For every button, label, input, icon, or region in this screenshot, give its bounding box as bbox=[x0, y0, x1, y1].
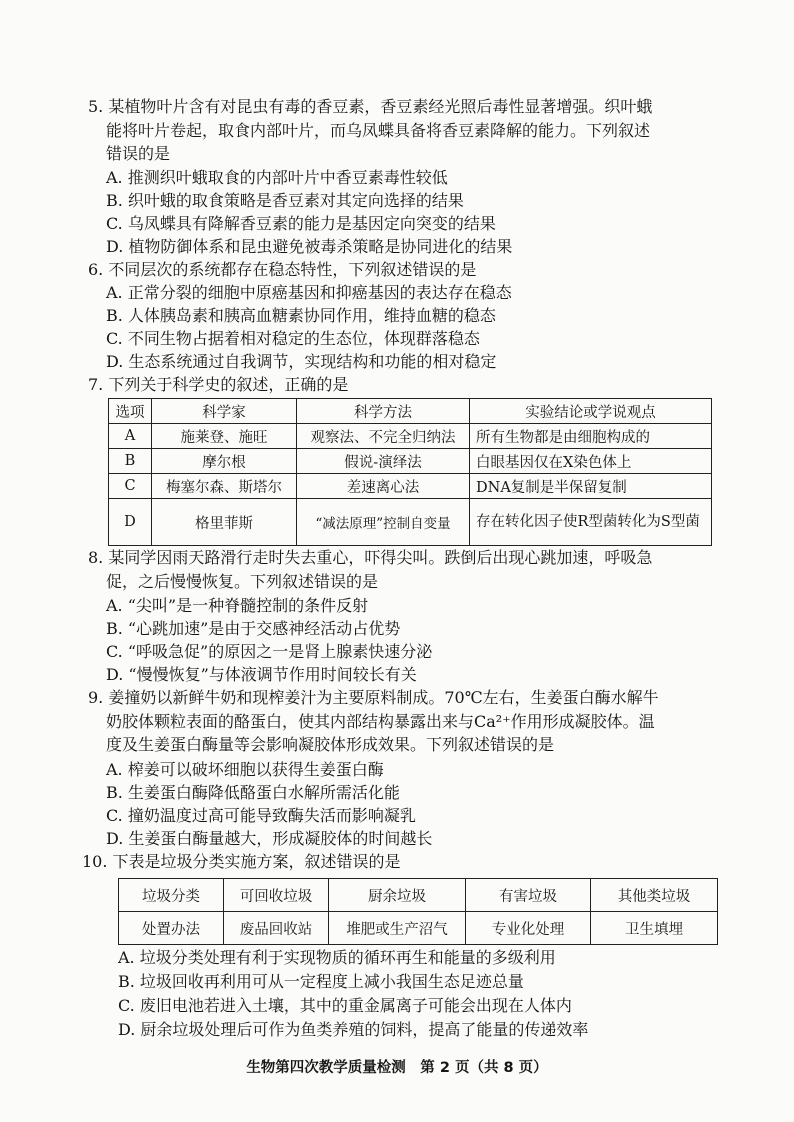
table-cell: 差速离心法 bbox=[297, 474, 470, 499]
q7-header-method: 科学方法 bbox=[297, 399, 470, 424]
q6-stem: 不同层次的系统都存在稳态特性，下列叙述错误的是 bbox=[108, 260, 477, 279]
q7-header-option: 选项 bbox=[109, 399, 152, 424]
question-5 bbox=[88, 95, 728, 166]
table-cell: 卫生填埋 bbox=[591, 912, 718, 945]
q5-option-d: D. 植物防御体系和昆虫避免被毒杀策略是协同进化的结果 bbox=[106, 237, 513, 256]
q10-table bbox=[118, 878, 718, 945]
q5-option-a: A. 推测织叶蛾取食的内部叶片中香豆素毒性较低 bbox=[106, 168, 448, 187]
table-cell: “减法原理”控制自变量 bbox=[297, 499, 470, 546]
q5-line-3: 错误的是 bbox=[106, 144, 171, 163]
page-footer: 生物第四次教学质量检测 第 2 页（共 8 页） bbox=[246, 1060, 548, 1076]
q7-header-conclusion: 实验结论或学说观点 bbox=[470, 399, 712, 424]
question-8: 8. 某同学因雨天路滑行走时失去重心，吓得尖叫。跌倒后出现心跳加速，呼吸急 促，之后慢慢恢复。下列叙述错误的是 bbox=[88, 546, 728, 593]
table-cell: 白眼基因仅在X染色体上 bbox=[470, 449, 712, 474]
table-cell: 假说-演绎法 bbox=[297, 449, 470, 474]
table-cell: 所有生物都是由细胞构成的 bbox=[470, 424, 712, 449]
q8-option-d: D. “慢慢恢复”与体液调节作用时间较长有关 bbox=[106, 665, 417, 684]
q10-stem: 下表是垃圾分类实施方案，叙述错误的是 bbox=[112, 852, 401, 871]
q6-option-c: C. 不同生物占据着相对稳定的生态位，体现群落稳态 bbox=[106, 329, 480, 348]
q8-option-a: A. “尖叫”是一种脊髓控制的条件反射 bbox=[106, 596, 369, 615]
q9-line-3: 度及生姜蛋白酶量等会影响凝胶体形成效果。下列叙述错误的是 bbox=[106, 735, 555, 754]
q6-option-d: D. 生态系统通过自我调节，实现结构和功能的相对稳定 bbox=[106, 352, 497, 371]
q7-header-scientist: 科学家 bbox=[152, 399, 297, 424]
q10-option-c: C. 废旧电池若进入土壤，其中的重金属离子可能会出现在人体内 bbox=[118, 996, 572, 1015]
table-cell: 有害垃圾 bbox=[466, 879, 591, 912]
table-cell: 施莱登、施旺 bbox=[152, 424, 297, 449]
question-9: 9. 姜撞奶以新鲜牛奶和现榨姜汁为主要原料制成。70℃左右，生姜蛋白酶水解牛 奶胶体颗粒表面的酪蛋白，使其内部结构暴露出来与Ca²⁺作用形成凝胶体。温 度及生姜蛋白酶量等会影响凝胶体形成效果。下列叙述错误的是 bbox=[88, 686, 728, 757]
table-row bbox=[109, 424, 712, 449]
table-cell: A bbox=[109, 424, 152, 449]
table-cell: 可回收垃圾 bbox=[224, 879, 329, 912]
q8-option-c: C. “呼吸急促”的原因之一是肾上腺素快速分泌 bbox=[106, 642, 433, 661]
table-row bbox=[109, 499, 712, 546]
q10-option-a: A. 垃圾分类处理有利于实现物质的循环再生和能量的多级利用 bbox=[118, 948, 556, 967]
q7-number: 7. bbox=[88, 375, 104, 394]
q5-option-b: B. 织叶蛾的取食策略是香豆素对其定向选择的结果 bbox=[106, 191, 464, 210]
table-cell: 处置办法 bbox=[119, 912, 224, 945]
q8-option-b: B. “心跳加速”是由于交感神经活动占优势 bbox=[106, 619, 401, 638]
q9-option-d: D. 生姜蛋白酶量越大，形成凝胶体的时间越长 bbox=[106, 829, 433, 848]
q5-line-1: 5. 某植物叶片含有对昆虫有毒的香豆素，香豆素经光照后毒性显著增强。织叶蛾 bbox=[88, 97, 653, 116]
q8-line-2: 促，之后慢慢恢复。下列叙述错误的是 bbox=[106, 571, 379, 591]
table-row bbox=[119, 912, 718, 945]
table-cell: 厨余垃圾 bbox=[329, 879, 466, 912]
q7-table bbox=[108, 398, 712, 546]
table-cell: C bbox=[109, 474, 152, 499]
q9-option-c: C. 撞奶温度过高可能导致酶失活而影响凝乳 bbox=[106, 806, 416, 825]
q9-number: 9. bbox=[88, 688, 104, 707]
table-cell: 堆肥或生产沼气 bbox=[329, 912, 466, 945]
question-7 bbox=[88, 373, 728, 397]
q5-option-c: C. 乌凤蝶具有降解香豆素的能力是基因定向突变的结果 bbox=[106, 214, 496, 233]
table-cell: 存在转化因子使R型菌转化为S型菌 bbox=[470, 499, 712, 546]
table-cell: 格里菲斯 bbox=[152, 499, 297, 546]
q9-line-2: 奶胶体颗粒表面的酪蛋白，使其内部结构暴露出来与Ca²⁺作用形成凝胶体。温 bbox=[106, 711, 655, 731]
table-cell: B bbox=[109, 449, 152, 474]
q10-option-d: D. 厨余垃圾处理后可作为鱼类养殖的饲料，提高了能量的传递效率 bbox=[118, 1020, 589, 1039]
q6-option-b: B. 人体胰岛素和胰高血糖素协同作用，维持血糖的稳态 bbox=[106, 306, 496, 325]
table-cell: 观察法、不完全归纳法 bbox=[297, 424, 470, 449]
table-cell: 废品回收站 bbox=[224, 912, 329, 945]
q9-option-a: A. 榨姜可以破坏细胞以获得生姜蛋白酶 bbox=[106, 760, 384, 779]
q6-number: 6. bbox=[88, 260, 104, 279]
q7-table-header-row bbox=[109, 399, 712, 424]
q7-stem: 下列关于科学史的叙述，正确的是 bbox=[108, 375, 349, 394]
table-cell: D bbox=[109, 499, 152, 546]
q8-number: 8. bbox=[88, 548, 104, 567]
table-cell: 其他类垃圾 bbox=[591, 879, 718, 912]
q5-line-2: 能将叶片卷起，取食内部叶片，而乌凤蝶具备将香豆素降解的能力。下列叙述 bbox=[106, 120, 651, 140]
table-cell: 摩尔根 bbox=[152, 449, 297, 474]
table-row bbox=[109, 449, 712, 474]
q9-option-b: B. 生姜蛋白酶降低酪蛋白水解所需活化能 bbox=[106, 783, 400, 802]
q6-option-a: A. 正常分裂的细胞中原癌基因和抑癌基因的表达存在稳态 bbox=[106, 283, 512, 302]
q10-option-b: B. 垃圾回收再利用可从一定程度上减小我国生态足迹总量 bbox=[118, 972, 524, 991]
table-cell: 专业化处理 bbox=[466, 912, 591, 945]
q10-number: 10. bbox=[82, 852, 108, 871]
table-cell: 垃圾分类 bbox=[119, 879, 224, 912]
q5-number: 5. bbox=[88, 97, 104, 116]
table-cell: DNA复制是半保留复制 bbox=[470, 474, 712, 499]
table-cell: 梅塞尔森、斯塔尔 bbox=[152, 474, 297, 499]
table-row bbox=[109, 474, 712, 499]
question-6 bbox=[88, 258, 728, 282]
question-10 bbox=[82, 850, 722, 874]
table-row bbox=[119, 879, 718, 912]
